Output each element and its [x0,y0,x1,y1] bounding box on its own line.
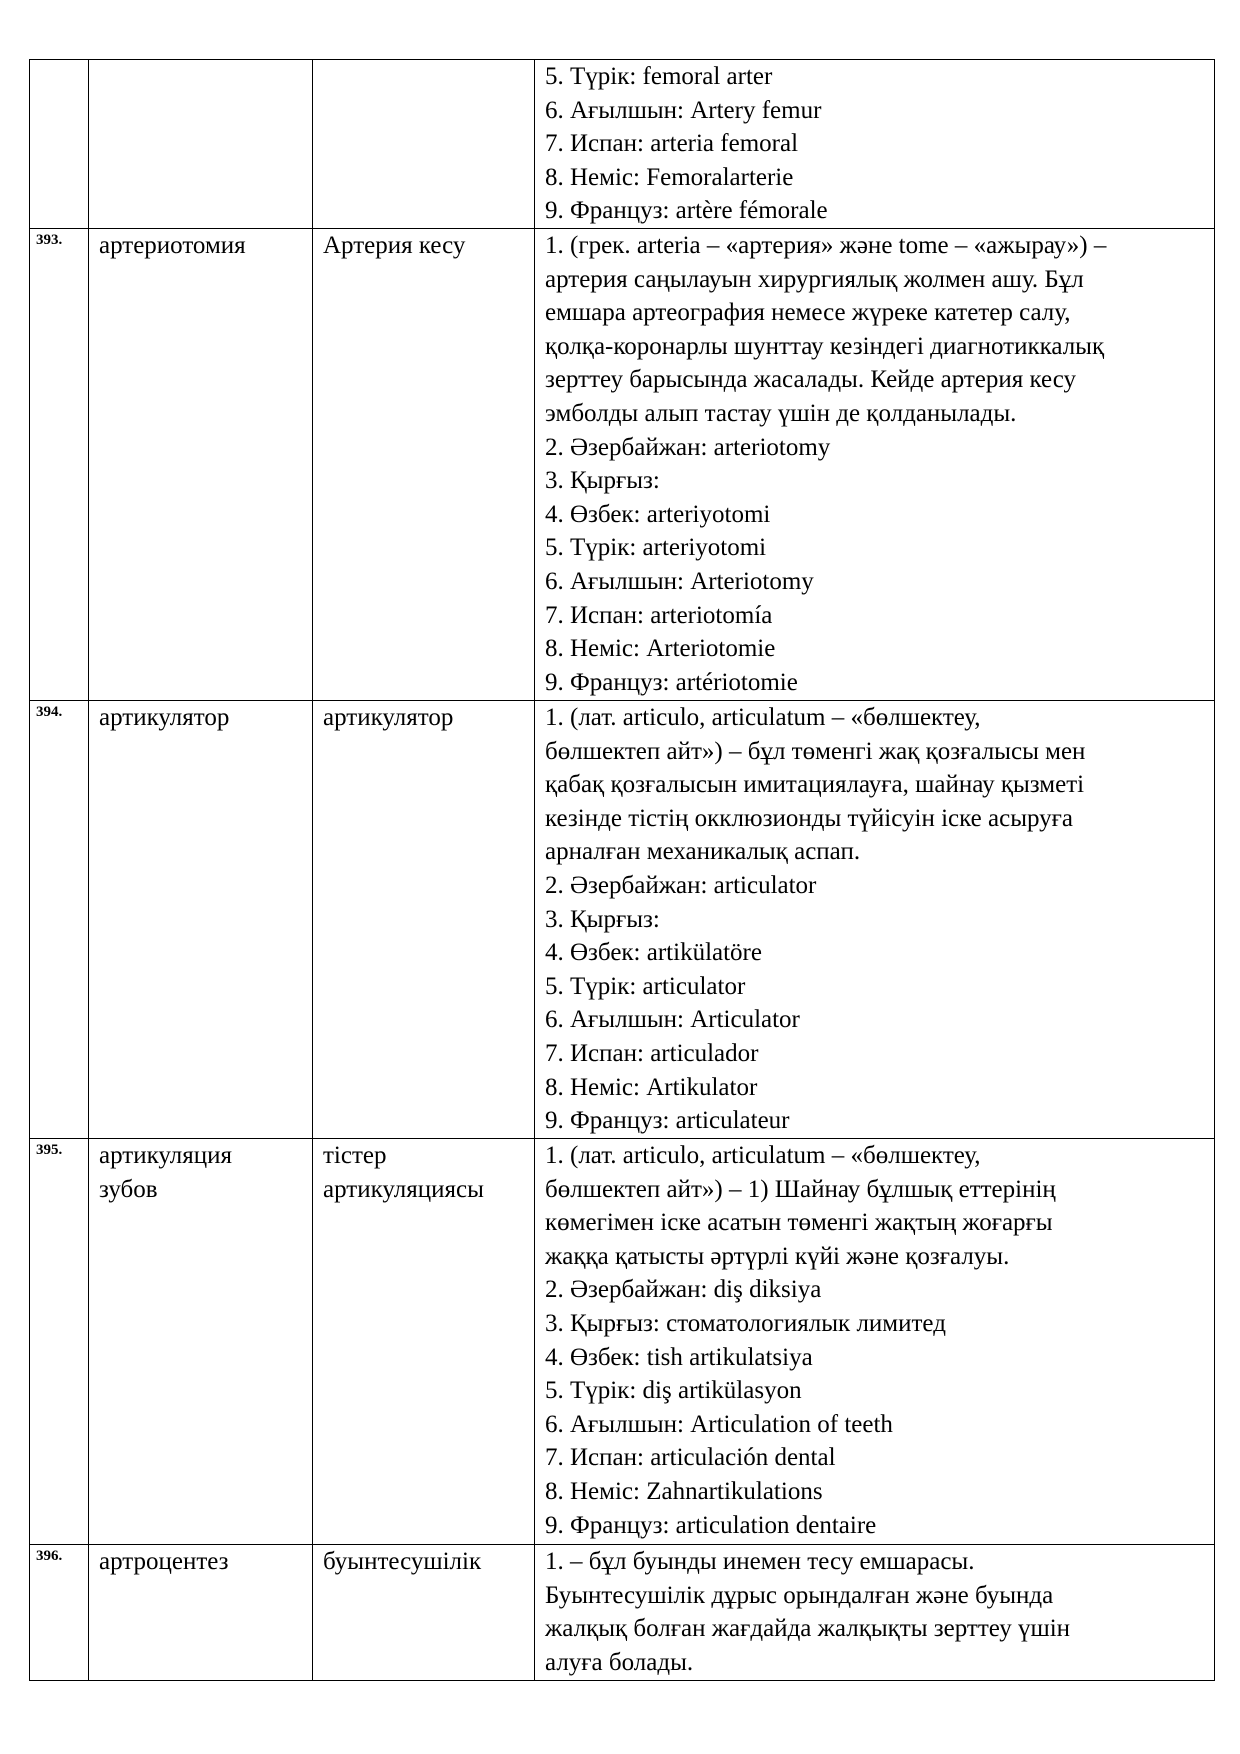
term-kazakh: Артерия кесу [313,228,535,700]
description-line: 1. (лат. articulo, articulatum – «бөлшектеу, [545,703,981,731]
description-line: бөлшектеп айт») – 1) Шайнау бұлшық еттерінің [545,1175,1056,1203]
description-line: 9. Француз: articulation dentaire [545,1511,877,1539]
term-kazakh-line: тістер [323,1141,387,1169]
description-line: 4. Өзбек: artikülatöre [545,939,762,967]
term-description [535,700,1215,1138]
entry-number: 394. [30,700,89,1138]
description-line: жалқық болған жағдайда жалқықты зерттеу үшін [545,1615,1071,1643]
description-line: 1. (лат. articulo, articulatum – «бөлшектеу, [545,1141,981,1169]
term-kazakh [313,60,535,229]
description-line: 3. Қырғыз: [545,467,660,495]
description-line: 1. – бұл буынды инемен тесу емшарасы. [545,1547,975,1575]
description-line: зерттеу барысында жасалады. Кейде артерия кесу [545,366,1077,394]
description-line: қолқа-коронарлы шунттау кезіндегі диагнотиккалық [545,332,1105,360]
table-row [30,1544,1215,1680]
description-line: 9. Француз: artère fémorale [545,197,828,225]
description-line: алуға болады. [545,1648,694,1676]
description-line: 2. Әзербайжан: articulator [545,871,817,899]
description-line: 6. Ағылшын: Arteriotomy [545,567,814,595]
description-line: 2. Әзербайжан: arteriotomy [545,433,831,461]
term-russian: артроцентез [89,1544,313,1680]
table-row [30,1138,1215,1544]
description-line: кезінде тістің окклюзионды түйісуін іске асыруға [545,804,1074,832]
term-kazakh: буынтесушілік [313,1544,535,1680]
description-line: 5. Түрік: articulator [545,972,746,1000]
description-line: арналған механикалық аспап. [545,838,861,866]
description-line: 5. Түрік: femoral arter [545,63,773,90]
table-row [30,700,1215,1138]
description-line: Буынтесушілік дұрыс орындалған және буында [545,1581,1054,1609]
term-russian [89,60,313,229]
document-page [29,59,1214,1681]
description-line: эмболды алып тастау үшін де қолданылады. [545,399,1017,427]
term-description [535,60,1215,229]
description-line: 7. Испан: articulación dental [545,1444,836,1472]
table-row [30,228,1215,700]
term-russian-line: артикуляция [99,1141,232,1169]
term-russian-line: зубов [99,1175,158,1203]
entry-number: 396. [30,1544,89,1680]
description-line: жаққа қатысты әртүрлі күйі және қозғалуы. [545,1242,1010,1270]
description-line: көмегімен іске асатын төменгі жақтың жоғарғы [545,1209,1053,1237]
description-line: 5. Түрік: arteriyotomi [545,534,767,562]
description-line: 8. Неміс: Femoralarterie [545,163,794,191]
description-line: 9. Француз: articulateur [545,1107,790,1135]
description-line: 4. Өзбек: arteriyotomi [545,500,771,528]
description-line: артерия саңылауын хирургиялық жолмен ашу. Бұл [545,265,1084,293]
description-line: 1. (грек. arteria – «артерия» және tome – «ажырау») – [545,231,1107,259]
description-line: 3. Қырғыз: [545,905,660,933]
term-kazakh [313,1138,535,1544]
entry-number: 393. [30,228,89,700]
term-kazakh: артикулятор [313,700,535,1138]
description-line: 8. Неміс: Zahnartikulations [545,1477,823,1505]
description-line: 8. Неміс: Artikulator [545,1073,758,1101]
term-russian: артериотомия [89,228,313,700]
description-line: 6. Ағылшын: Artery femur [545,96,822,124]
term-kazakh-line: артикуляциясы [323,1175,484,1203]
entry-number: 395. [30,1138,89,1544]
description-line: бөлшектеп айт») – бұл төменгі жақ қозғалысы мен [545,737,1086,765]
term-description [535,228,1215,700]
table-row [30,60,1215,229]
description-line: 4. Өзбек: tish artikulatsiya [545,1343,813,1371]
description-line: 7. Испан: arteria femoral [545,130,799,158]
description-line: 2. Әзербайжан: diş diksiya [545,1276,822,1304]
term-description [535,1138,1215,1544]
terms-table [29,59,1215,1681]
description-line: 3. Қырғыз: стоматологиялык лимитед [545,1309,946,1337]
entry-number [30,60,89,229]
description-line: 5. Түрік: diş artikülasyon [545,1377,802,1405]
term-russian [89,1138,313,1544]
description-line: қабақ қозғалысын имитациялауға, шайнау қызметі [545,771,1085,799]
description-line: 6. Ағылшын: Articulator [545,1006,800,1034]
description-line: 7. Испан: articulador [545,1039,759,1067]
term-russian: артикулятор [89,700,313,1138]
description-line: емшара артеография немесе жүреке катетер салу, [545,299,1071,327]
description-line: 8. Неміс: Arteriotomie [545,635,776,663]
term-description [535,1544,1215,1680]
description-line: 9. Француз: artériotomie [545,668,798,696]
description-line: 6. Ағылшын: Articulation of teeth [545,1410,893,1438]
description-line: 7. Испан: arteriotomía [545,601,773,629]
